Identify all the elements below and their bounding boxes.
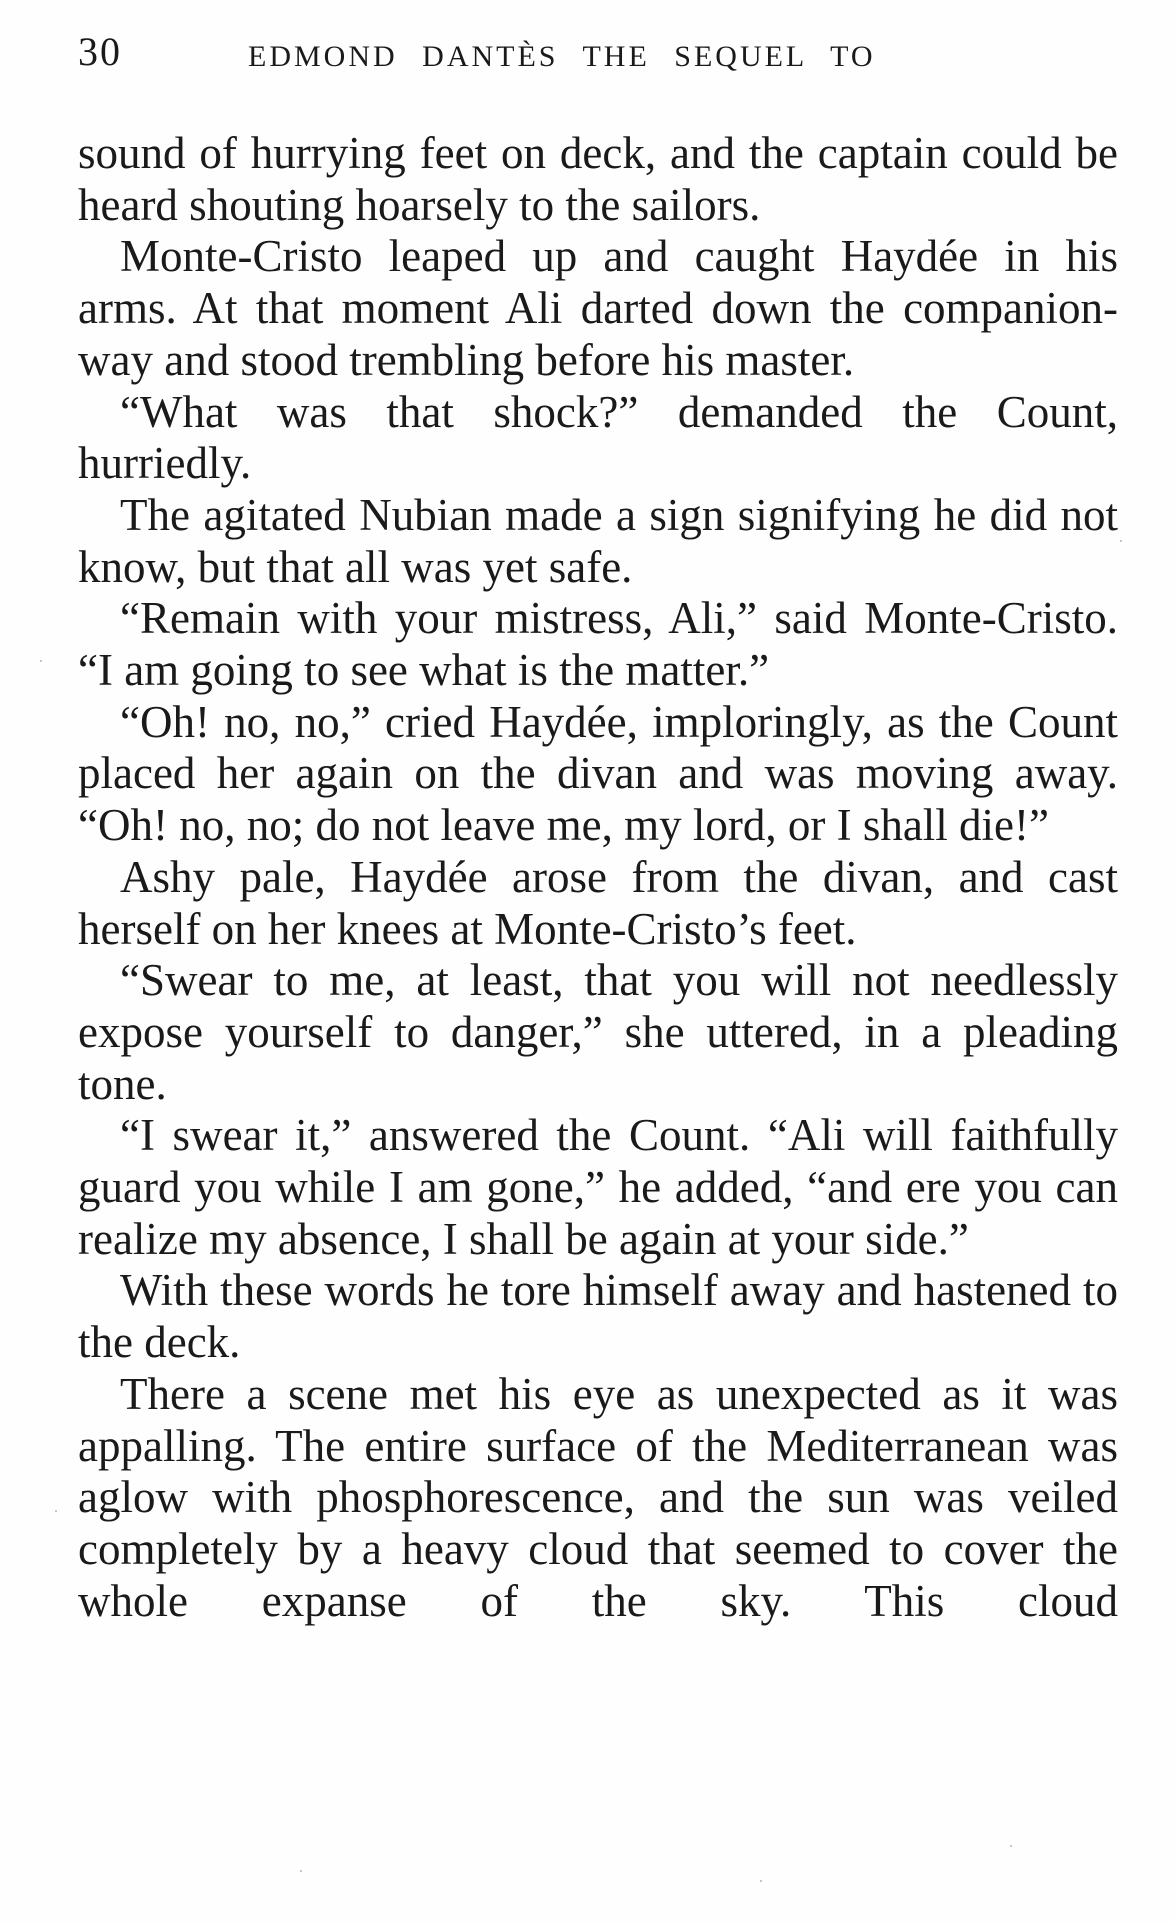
paragraph: “What was that shock?” demanded the Count, hurriedly. bbox=[78, 386, 1118, 489]
paragraph: “Remain with your mistress, Ali,” said Monte-Cristo. “I am going to see what is the matter.” bbox=[78, 593, 1118, 696]
paragraph: sound of hurrying feet on deck, and the captain could be heard shouting hoarsely to the sailors. bbox=[78, 128, 1118, 230]
print-speckle bbox=[40, 660, 42, 662]
paragraph: “Oh! no, no,” cried Haydée, imploringly, as the Count placed her again on the divan and was moving away. “Oh! no, no; do not leave me, my lord, or I shall die!” bbox=[78, 696, 1118, 851]
print-speckle bbox=[760, 1880, 762, 1882]
paragraph: “I swear it,” answered the Count. “Ali will faithfully guard you while I am gone,” he added, “and ere you can realize my absence, I shall be again at your side.” bbox=[78, 1110, 1118, 1264]
page-number: 30 bbox=[78, 29, 122, 74]
print-speckle bbox=[300, 1870, 302, 1872]
paragraph: There a scene met his eye as unexpected as it was appalling. The entire surface of the Mediterranean was aglow with phosphorescence, and the sun was veiled completely by a heavy cloud that seemed to cover the whole expanse of the sky. This cloud bbox=[78, 1368, 1118, 1626]
paragraph: The agitated Nubian made a sign signifying he did not know, but that all was yet safe. bbox=[78, 489, 1118, 592]
print-speckle bbox=[1120, 540, 1122, 542]
paragraph: Monte-Cristo leaped up and caught Haydée in his arms. At that moment Ali darted down the companion-way and stood trembling before his master. bbox=[78, 231, 1118, 385]
paragraph: With these words he tore himself away and hastened to the deck. bbox=[78, 1265, 1118, 1368]
print-speckle bbox=[55, 1510, 57, 1512]
paragraph: Ashy pale, Haydée arose from the divan, and cast herself on her knees at Monte-Cristo’s feet. bbox=[78, 851, 1118, 954]
running-head bbox=[78, 28, 1128, 88]
print-speckle bbox=[1010, 1845, 1012, 1847]
paragraph: “Swear to me, at least, that you will not needlessly expose yourself to danger,” she uttered, in a pleading tone. bbox=[78, 955, 1118, 1109]
body-text bbox=[78, 128, 1118, 1627]
running-title: EDMOND DANTÈS THE SEQUEL TO bbox=[248, 40, 876, 73]
